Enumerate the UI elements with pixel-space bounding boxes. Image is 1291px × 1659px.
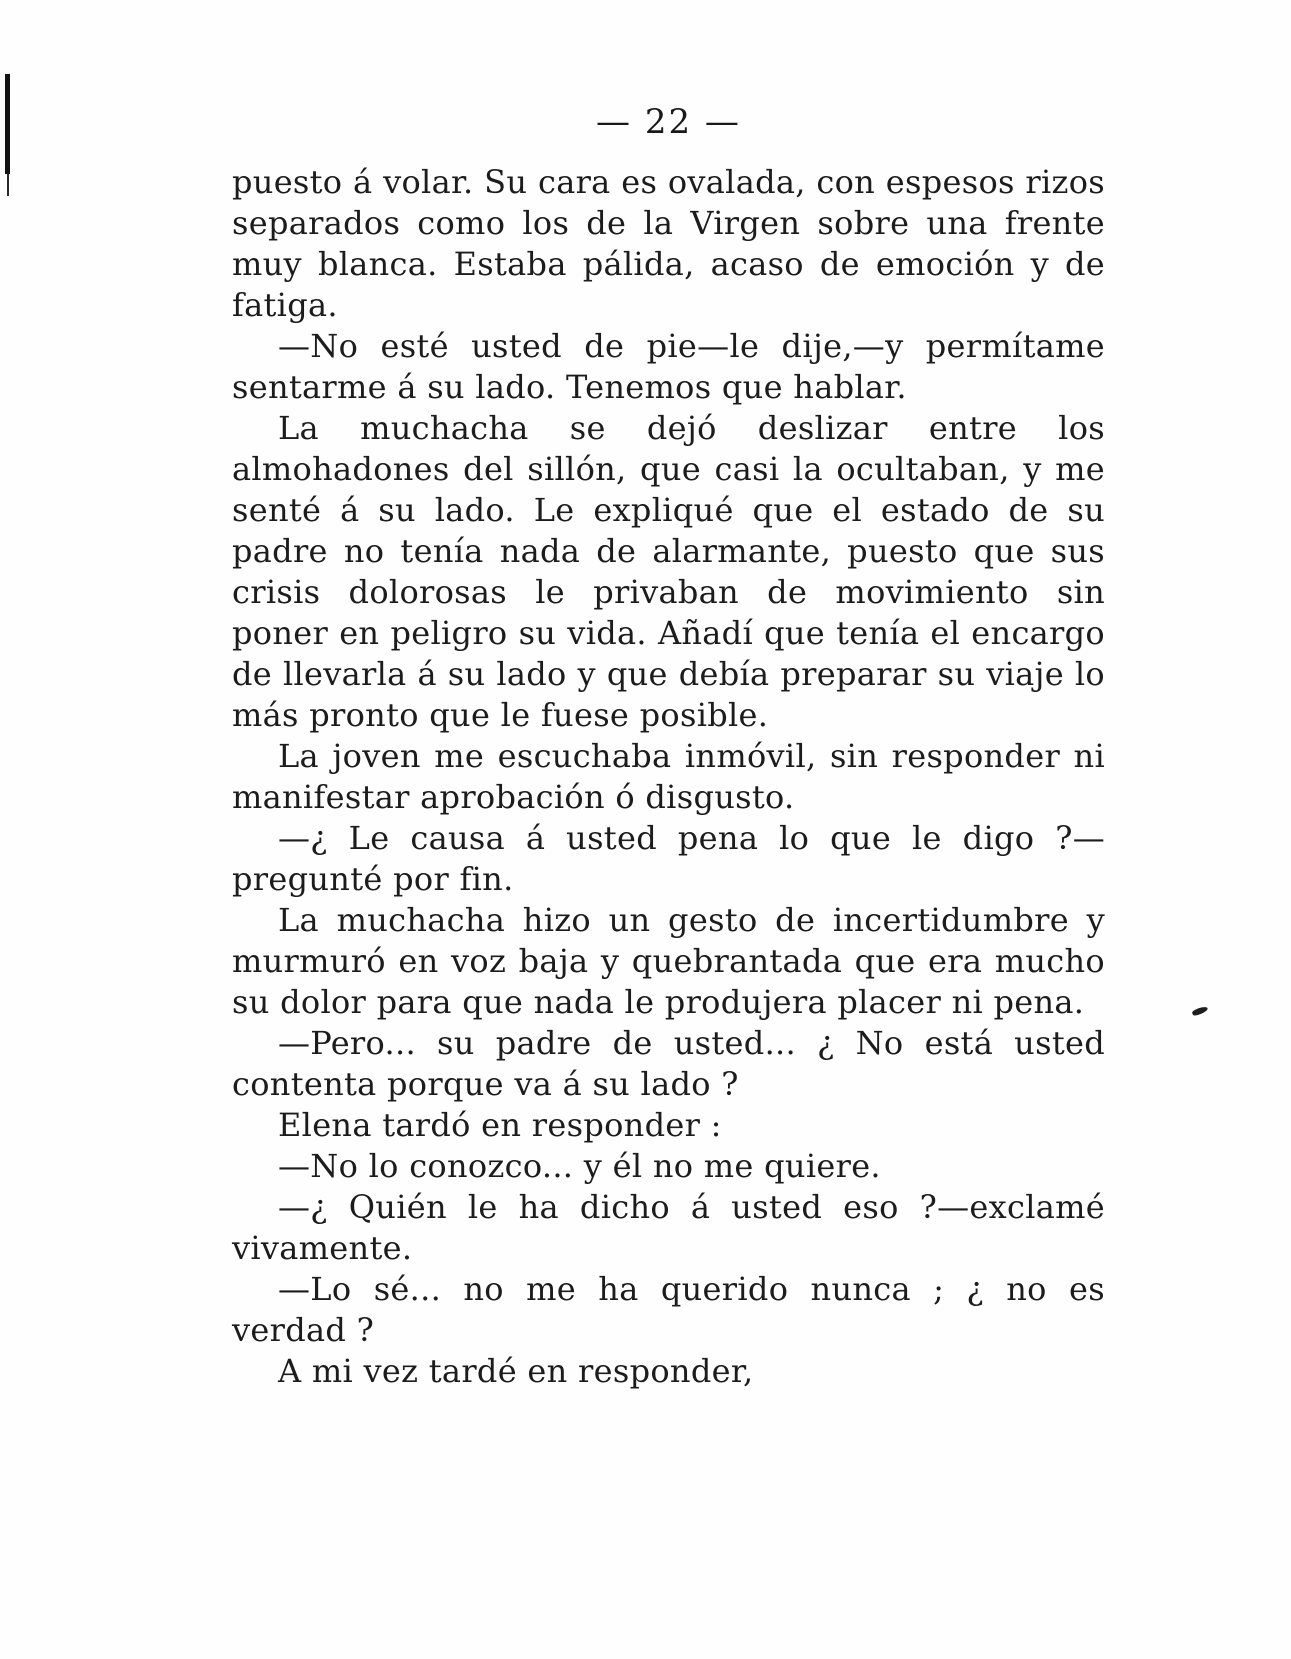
paragraph: La joven me escuchaba inmóvil, sin responder ni manifestar aprobación ó disgusto. <box>232 737 1105 816</box>
paragraph: La muchacha hizo un gesto de incertidumbre y murmuró en voz baja y quebrantada que era mucho su dolor para que nada le produjera placer ni pena. <box>232 901 1105 1021</box>
scan-artifact-line-thin <box>7 174 9 196</box>
paragraph: —¿ Le causa á usted pena lo que le digo ?—pregunté por fin. <box>232 819 1105 898</box>
scan-artifact-line <box>5 74 10 174</box>
paragraph: —¿ Quién le ha dicho á usted eso ?—exclamé vivamente. <box>232 1188 1105 1267</box>
paragraph: puesto á volar. Su cara es ovalada, con espesos rizos separados como los de la Virgen sobre una frente muy blanca. Estaba pálida, acaso de emoción y de fatiga. <box>232 163 1105 324</box>
paragraph: —No lo conozco... y él no me quiere. <box>278 1147 881 1185</box>
paragraph: A mi vez tardé en responder, <box>278 1352 754 1390</box>
text-block <box>232 162 1105 1392</box>
paragraph: —No esté usted de pie—le dije,—y permítame sentarme á su lado. Tenemos que hablar. <box>232 327 1105 406</box>
page-number-header: — 22 — <box>596 102 741 142</box>
paragraph: —Pero... su padre de usted... ¿ No está usted contenta porque va á su lado ? <box>232 1024 1105 1103</box>
paragraph: Elena tardó en responder : <box>278 1106 722 1144</box>
paragraph: —Lo sé... no me ha querido nunca ; ¿ no es verdad ? <box>232 1270 1105 1349</box>
scan-artifact-mark <box>1191 1005 1208 1016</box>
paragraph: La muchacha se dejó deslizar entre los almohadones del sillón, que casi la ocultaban, y me senté á su lado. Le expliqué que el estado de su padre no tenía nada de alarmante, puesto que sus crisis dolorosas le privaban de movimiento sin poner en peligro su vida. Añadí que tenía el encargo de llevarla á su lado y que debía preparar su viaje lo más pronto que le fuese posible. <box>232 409 1105 734</box>
